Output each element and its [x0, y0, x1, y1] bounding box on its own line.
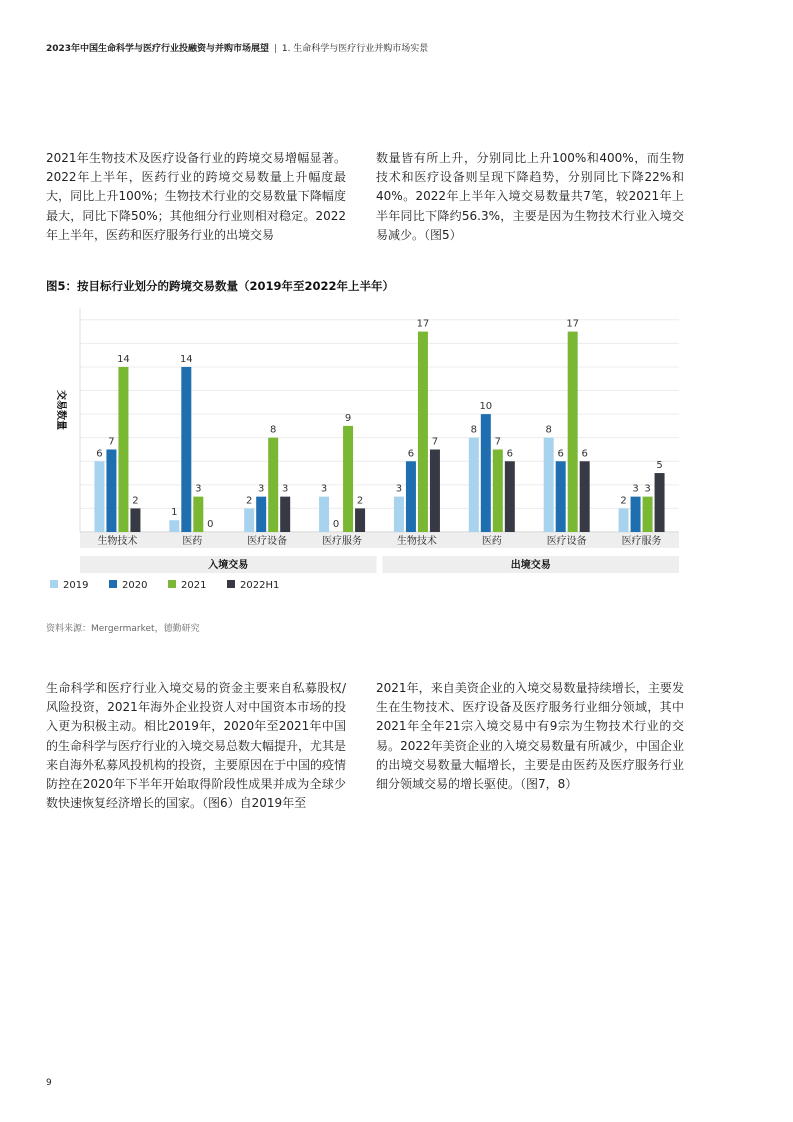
data-label: 3: [258, 483, 265, 495]
data-label: 1: [171, 507, 178, 519]
legend-label: 2020: [122, 580, 148, 591]
legend-label: 2022H1: [240, 580, 280, 591]
bar-2021: [493, 449, 503, 532]
header-separator: |: [273, 44, 277, 54]
data-label: 3: [395, 483, 403, 495]
data-label: 3: [644, 483, 651, 495]
bar-2020: [556, 461, 566, 532]
bar-2020: [106, 449, 116, 532]
data-label: 3: [195, 483, 202, 495]
figure-title: 图5：按目标行业划分的跨境交易数量（2019年至2022年上半年）: [46, 279, 395, 293]
bar-2021: [643, 497, 653, 532]
bar-2019: [469, 438, 479, 532]
legend-swatch: [50, 580, 58, 588]
bar-2022H1: [505, 461, 515, 532]
category-label: 医药: [481, 536, 502, 547]
data-label: 10: [479, 401, 493, 413]
data-label: 5: [656, 460, 663, 472]
bar-2019: [169, 520, 179, 532]
data-label: 8: [470, 424, 477, 436]
category-label: 医疗设备: [247, 536, 288, 547]
data-label: 2: [246, 495, 253, 507]
bar-2021: [118, 367, 128, 532]
legend: [50, 580, 279, 591]
data-label: 6: [581, 448, 588, 460]
data-label: 14: [117, 353, 130, 365]
legend-swatch: [109, 580, 117, 588]
bar-2020: [181, 367, 191, 532]
data-label: 3: [632, 483, 639, 495]
data-label: 14: [179, 353, 193, 365]
data-label: 6: [96, 448, 103, 460]
bar-2020: [256, 497, 266, 532]
data-label: 7: [431, 436, 439, 448]
bar-2022H1: [355, 508, 365, 532]
category-label: 医药: [182, 536, 203, 547]
bar-chart: [46, 300, 686, 605]
report-title: 2023年中国生命科学与医疗行业投融资与并购市场展望: [46, 44, 270, 54]
bar-2019: [394, 497, 404, 532]
bar-2021: [268, 438, 278, 532]
bar-2021: [568, 332, 578, 532]
paragraph-1-right: 数量皆有所上升，分别同比上升100%和400%，而生物技术和医疗设备则呈现下降趋势，分别同比下降22%和40%。2022年上半年入境交易数量共7笔，较2021年上半年同比下降约56.3%，主要是因为生物技术行业入境交易减少。（图5）: [376, 151, 684, 242]
legend-swatch: [227, 580, 235, 588]
bar-2020: [406, 461, 416, 532]
data-label: 8: [545, 424, 552, 436]
bar-2019: [619, 508, 629, 532]
page-number: 9: [46, 1078, 52, 1088]
bar-2022H1: [580, 461, 590, 532]
legend-label: 2019: [63, 580, 89, 591]
bar-2019: [244, 508, 254, 532]
category-label: 生物技术: [97, 536, 138, 547]
group-label: 出境交易: [510, 560, 551, 571]
bar-2022H1: [130, 508, 140, 532]
data-label: 7: [494, 436, 501, 448]
data-label: 17: [416, 318, 430, 330]
category-label: 医疗设备: [546, 536, 587, 547]
data-label: 8: [270, 424, 277, 436]
y-axis-label: 交易数量: [55, 390, 66, 430]
data-label: 2: [356, 495, 364, 507]
bar-2019: [319, 497, 329, 532]
bar-2022H1: [280, 497, 290, 532]
data-label: 3: [320, 483, 328, 495]
group-labels: [80, 556, 679, 573]
data-label: 2: [620, 495, 627, 507]
page-header: [46, 41, 428, 54]
data-label: 0: [332, 519, 340, 530]
data-label: 9: [344, 412, 352, 424]
bar-2019: [94, 461, 104, 532]
bar-2021: [193, 497, 203, 532]
data-label: 0: [207, 519, 214, 530]
bar-2020: [481, 414, 491, 532]
legend-label: 2021: [181, 580, 207, 591]
bar-2019: [544, 438, 554, 532]
section-title: 1. 生命科学与医疗行业并购市场实景: [281, 44, 429, 54]
data-label: 6: [557, 448, 564, 460]
category-band: [80, 533, 679, 548]
category-labels: [80, 533, 679, 548]
category-label: 生物技术: [396, 536, 437, 547]
data-label: 7: [108, 436, 115, 448]
paragraph-2-left: 生命科学和医疗行业入境交易的资金主要来自私募股权/风险投资，2021年海外企业投资人对中国资本市场的投入更为积极主动。相比2019年，2020年至2021年中国的生命科学与医疗行业的入境交易总数大幅提升，尤其是来自海外私募风投机构的投资，主要原因在于中国的疫情防控在2020年下半年开始取得阶段性成果并成为全球少数快速恢复经济增长的国家。（图6）自2019年至: [46, 681, 347, 811]
paragraph-1-left: 2021年生物技术及医疗设备行业的跨境交易增幅显著。2022年上半年，医药行业的跨境交易数量上升幅度最大，同比上升100%；生物技术行业的交易数量下降幅度最大，同比下降50%；其他细分行业则相对稳定。2022年上半年，医药和医疗服务行业的出境交易: [46, 151, 346, 242]
data-label: 17: [566, 318, 580, 330]
figure-source: 资料来源：Mergermarket，德勤研究: [46, 624, 200, 634]
bar-2022H1: [655, 473, 665, 532]
category-label: 医疗服务: [322, 536, 363, 547]
group-label: 入境交易: [208, 560, 249, 571]
bar-2021: [343, 426, 353, 532]
bar-2020: [631, 497, 641, 532]
data-label: 6: [407, 448, 415, 460]
data-label: 3: [282, 483, 289, 495]
bar-2022H1: [430, 449, 440, 532]
paragraph-2-right: 2021年，来自美资企业的入境交易数量持续增长，主要发生在生物技术、医疗设备及医疗服务行业细分领域，其中2021年全年21宗入境交易中有9宗为生物技术行业的交易。2022年美资企业的入境交易数量有所减少，中国企业的出境交易数量大幅增长，主要是由医药及医疗服务行业细分领域交易的增长驱使。（图7，8）: [376, 681, 684, 792]
data-label: 6: [506, 448, 513, 460]
legend-swatch: [168, 580, 176, 588]
data-label: 2: [132, 495, 139, 507]
bar-2021: [418, 332, 428, 532]
bars: [94, 319, 664, 532]
category-label: 医疗服务: [621, 536, 662, 547]
